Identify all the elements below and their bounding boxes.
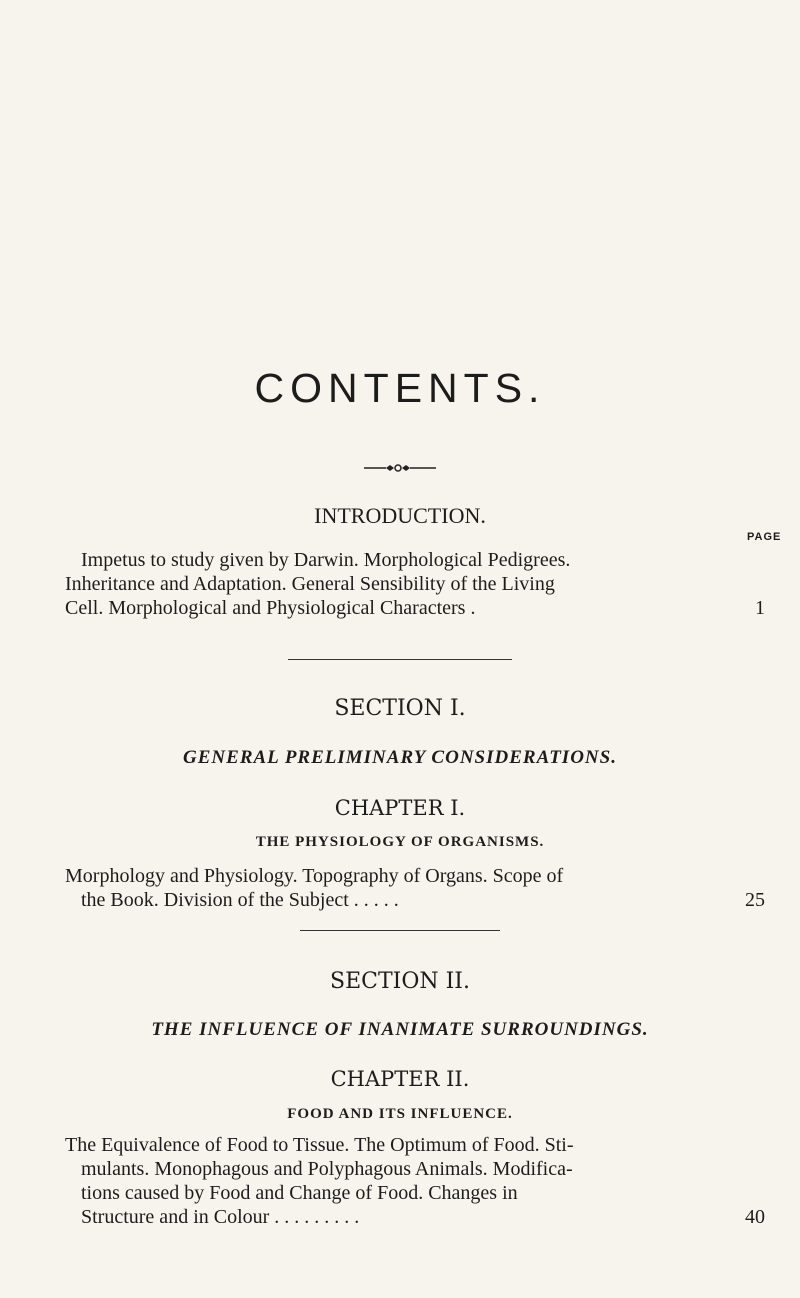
section-subtitle: THE INFLUENCE OF INANIMATE SURROUNDINGS.	[151, 1019, 649, 1040]
section-title: SECTION I.	[334, 696, 466, 721]
section-title: SECTION II.	[330, 969, 470, 994]
section-divider	[300, 930, 500, 931]
introduction-entry	[65, 548, 765, 620]
section-subtitle: GENERAL PRELIMINARY CONSIDERATIONS.	[183, 747, 617, 768]
entry-line: the Book. Division of the Subject . . . . .	[81, 889, 399, 911]
entry-line: The Equivalence of Food to Tissue. The Optimum of Food. Sti-	[65, 1134, 574, 1156]
chapter-subtitle: THE PHYSIOLOGY OF ORGANISMS.	[255, 834, 545, 850]
chapter-entry	[65, 1133, 765, 1229]
chapter-subtitle: FOOD AND ITS INFLUENCE.	[287, 1106, 513, 1122]
introduction-heading: INTRODUCTION.	[314, 503, 486, 528]
entry-line: Inheritance and Adaptation. General Sensibility of the Living	[65, 573, 555, 595]
page-number: 25	[745, 889, 765, 911]
entry-line: Cell. Morphological and Physiological Characters .	[65, 597, 476, 619]
entry-line: Morphology and Physiology. Topography of Organs. Scope of	[65, 865, 564, 887]
entry-line: Impetus to study given by Darwin. Morphological Pedigrees.	[81, 549, 571, 571]
chapter-title: CHAPTER I.	[334, 796, 466, 820]
entry-line: Structure and in Colour . . . . . . . . .	[81, 1206, 360, 1228]
entry-line: mulants. Monophagous and Polyphagous Animals. Modifica-	[81, 1158, 573, 1180]
contents-title: CONTENTS.	[254, 365, 546, 411]
chapter-entry	[65, 864, 765, 912]
page-number: 1	[755, 597, 765, 619]
page-column-label: PAGE	[747, 531, 782, 543]
entry-line: tions caused by Food and Change of Food. Changes in	[81, 1182, 518, 1204]
chapter-title: CHAPTER II.	[330, 1067, 470, 1091]
section-divider	[288, 659, 512, 660]
page-number: 40	[745, 1206, 765, 1228]
ornament-divider-icon	[364, 464, 436, 472]
